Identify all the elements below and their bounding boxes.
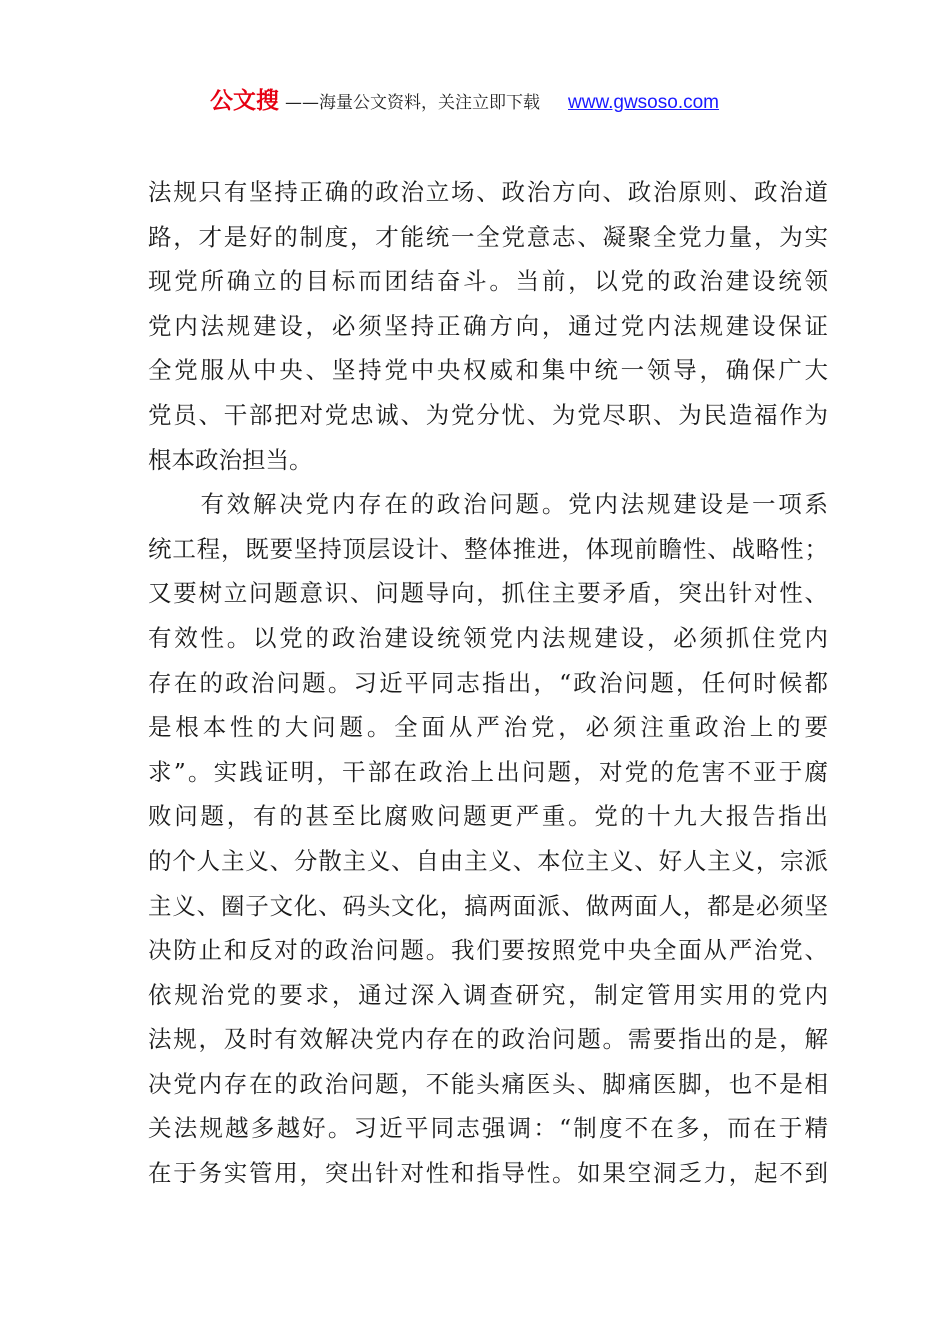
body-line: 又要树立问题意识、问题导向，抓住主要矛盾，突出针对性、: [148, 579, 828, 608]
body-line: 统工程，既要坚持顶层设计、整体推进，体现前瞻性、战略性；: [148, 534, 828, 563]
body-line: 主义、圈子文化、码头文化，搞两面派、做两面人，都是必须坚: [148, 891, 828, 920]
body-line: 党员、干部把对党忠诚、为党分忧、为党尽职、为民造福作为: [148, 400, 828, 429]
body-line: 法规，及时有效解决党内存在的政治问题。需要指出的是，解: [148, 1025, 828, 1054]
body-line: 党内法规建设，必须坚持正确方向，通过党内法规建设保证: [148, 311, 828, 340]
body-line: 败问题，有的甚至比腐败问题更严重。党的十九大报告指出: [148, 802, 828, 831]
body-line: 决防止和反对的政治问题。我们要按照党中央全面从严治党、: [148, 936, 828, 965]
body-line: 全党服从中央、坚持党中央权威和集中统一领导，确保广大: [148, 356, 828, 385]
header-slogan: ——海量公文资料，关注立即下载: [285, 93, 540, 113]
body-line: 依规治党的要求，通过深入调查研究，制定管用实用的党内: [148, 980, 828, 1009]
body-line: 在于务实管用，突出针对性和指导性。如果空洞乏力，起不到: [148, 1159, 828, 1188]
body-line: 根本政治担当。: [148, 445, 313, 474]
body-line: 是根本性的大问题。全面从严治党，必须注重政治上的要: [148, 713, 828, 742]
body-line: 决党内存在的政治问题，不能头痛医头、脚痛医脚，也不是相: [148, 1069, 828, 1098]
body-line: 存在的政治问题。习近平同志指出，“政治问题，任何时候都: [148, 668, 828, 697]
body-line: 的个人主义、分散主义、自由主义、本位主义、好人主义，宗派: [148, 846, 828, 875]
body-line: 有效解决党内存在的政治问题。党内法规建设是一项系: [148, 490, 828, 519]
page-header: [210, 82, 719, 114]
body-line: 路，才是好的制度，才能统一全党意志、凝聚全党力量，为实: [148, 222, 828, 251]
body-line: 求”。实践证明，干部在政治上出问题，对党的危害不亚于腐: [148, 757, 828, 786]
body-line: 关法规越多越好。习近平同志强调：“制度不在多，而在于精: [148, 1114, 828, 1143]
body-line: 现党所确立的目标而团结奋斗。当前，以党的政治建设统领: [148, 267, 828, 296]
body-line: 有效性。以党的政治建设统领党内法规建设，必须抓住党内: [148, 623, 828, 652]
document-body: [148, 170, 828, 1196]
brand-logo-text: 公文搜: [210, 88, 279, 114]
body-line: 法规只有坚持正确的政治立场、政治方向、政治原则、政治道: [148, 178, 828, 206]
site-link[interactable]: www.gwsoso.com: [568, 92, 719, 113]
